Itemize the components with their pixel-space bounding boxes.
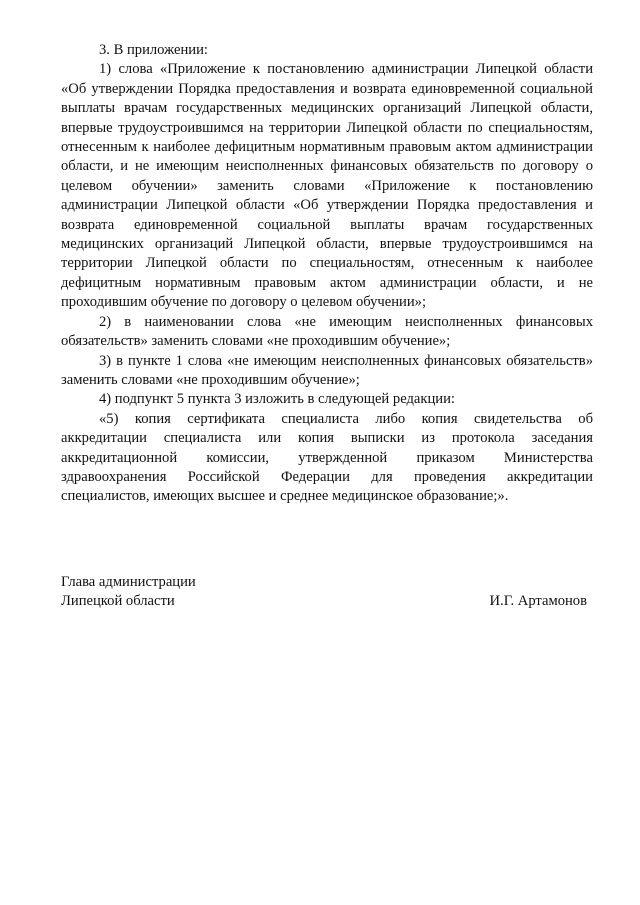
signature-line bbox=[61, 592, 593, 611]
amendment-item-4: 4) подпункт 5 пункта 3 изложить в следующей редакции: bbox=[99, 391, 455, 408]
signature-position-line1: Глава администрации bbox=[61, 574, 196, 590]
section-heading: 3. В приложении: bbox=[99, 42, 208, 58]
signature-block bbox=[61, 573, 593, 612]
document-body bbox=[61, 41, 593, 507]
signatory-name: И.Г. Артамонов bbox=[489, 593, 587, 610]
amendment-item-2: 2) в наименовании слова «не имеющим неисполненных финансовых обязательств» заменить словами «не проходившим обучение»; bbox=[61, 313, 593, 350]
amendment-quote: «5) копия сертификата специалиста либо копия свидетельства об аккредитации специалиста или копия выписки из протокола заседания аккредитационной комиссии, утвержденной приказом Министерства здравоохранения Российской Федерации для проведения аккредитации специалистов, имеющих высшее и среднее медицинское образование;». bbox=[61, 410, 593, 505]
amendment-item-1: 1) слова «Приложение к постановлению администрации Липецкой области «Об утверждении Порядка предоставления и возврата единовременной социальной выплаты врачам государственных медицинских организаций Липецкой области, впервые трудоустроившимся на территории Липецкой области по специальностям, отнесенным к наиболее дефицитным нормативным правовым актом администрации области, и не имеющим неисполненных финансовых обязательств по договору о целевом обучении» заменить словами «Приложение к постановлению администрации Липецкой области «Об утверждении Порядка предоставления и возврата единовременной социальной выплаты врачам государственных медицинских организаций Липецкой области, впервые трудоустроившимся на территории Липецкой области по специальностям, отнесенным к наиболее дефицитным нормативным правовым актом администрации области, и не проходившим обучение по договору о целевом обучении»; bbox=[61, 61, 593, 311]
amendment-item-3: 3) в пункте 1 слова «не имеющим неисполненных финансовых обязательств» заменить словами «не проходившим обучение»; bbox=[61, 352, 593, 388]
signature-position-line2: Липецкой области bbox=[61, 593, 175, 610]
